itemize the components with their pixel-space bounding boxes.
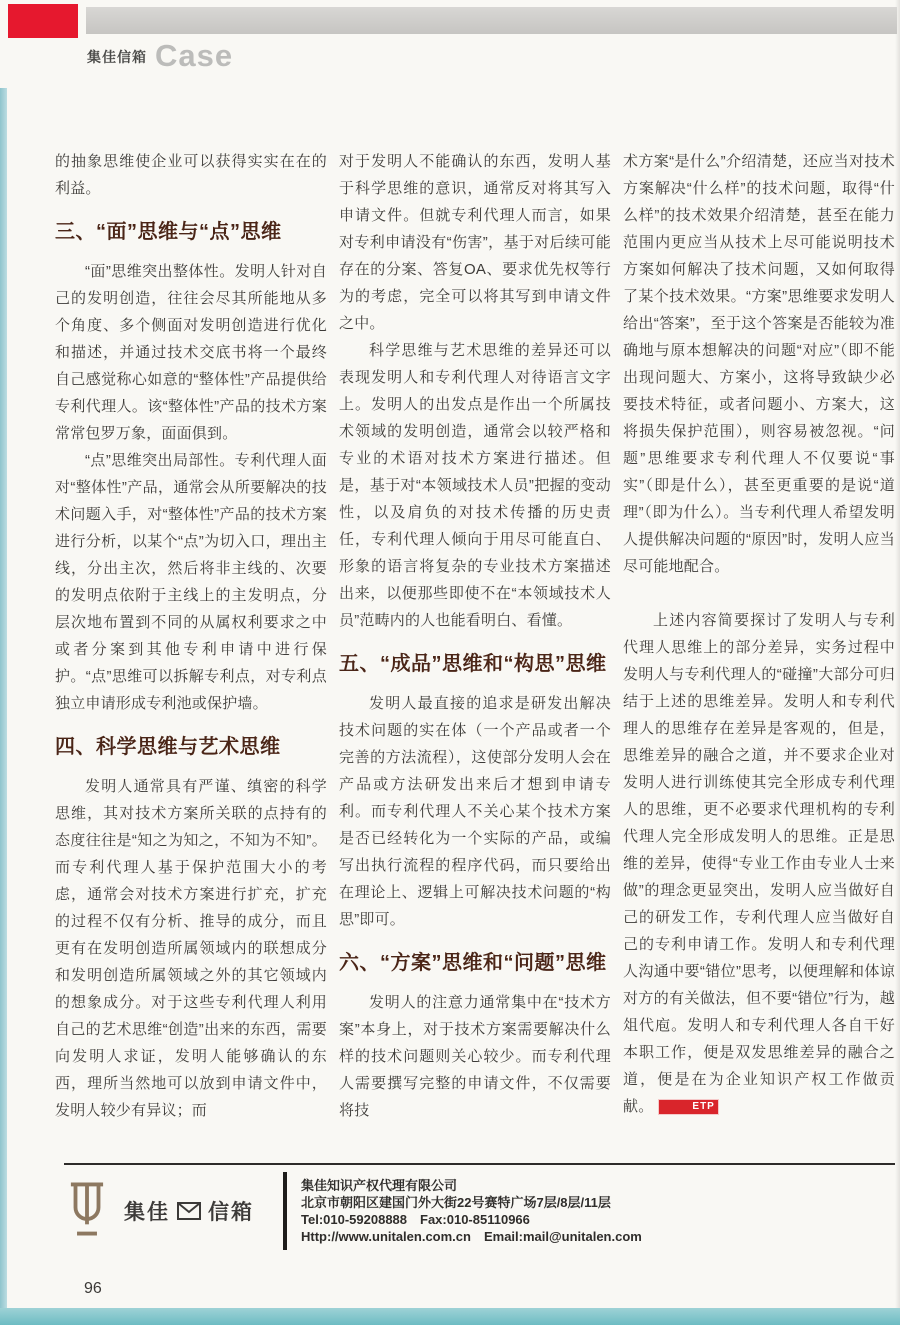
scan-edge-right [895,0,900,1308]
footer [64,1172,642,1250]
company-telfax: Tel:010-59208888 Fax:010-85110966 [301,1212,530,1227]
company-name: 集佳知识产权代理有限公司 [301,1178,458,1193]
section-title: Case [155,38,234,73]
header-gray-bar [86,7,897,34]
company-info [301,1177,642,1245]
article-column-3 [623,148,895,1124]
company-web-email: Http://www.unitalen.com.cn Email:mail@unitalen.com [301,1229,642,1244]
brand-label: 集佳信箱 [87,49,147,65]
section-heading: 五、“成品”思维和“构思”思维 [339,653,607,675]
paragraph: 上述内容简要探讨了发明人与专利代理人思维上的部分差异，实务过程中发明人与专利代理人的“碰撞”大部分可归结于上述的思维差异。发明人和专利代理人的思维存在差异是客观的，但是，思维差异的融合之道，并不要求企业对发明人进行训练使其完全形成专利代理人的思维，更不必要求代理机构的专利代理人完全形成发明人的思维。正是思维的差异，使得“专业工作由专业人士来做”的理念更显突出，发明人应当做好自己的研发工作，专利代理人应当做好自己的专利申请工作。发明人和专利代理人沟通中要“错位”思考，以便理解和体谅对方的有关做法，但不要“错位”行为，越俎代庖。发明人和专利代理人各自干好本职工作，便是双发思维差异的融合之道，便是在为企业知识产权工作做贡献。 ETP [623,612,895,1115]
paragraph: “面”思维突出整体性。发明人针对自己的发明创造，往往会尽其所能地从多个角度、多个侧面对发明创造进行优化和描述，并通过技术交底书将一个最终自己感觉称心如意的“整体性”产品提供给专利代理人。该“整体性”产品的技术方案常常包罗万象，面面俱到。 [55,263,327,442]
section-heading: 四、科学思维与艺术思维 [55,736,281,758]
footer-logo-block [64,1179,279,1244]
end-of-article-badge: ETP [658,1099,718,1115]
paragraph: 术方案“是什么”介绍清楚，还应当对技术方案解决“什么样”的技术问题，取得“什么样”的技术效果介绍清楚，甚至在能力范围内更应当从技术上尽可能说明技术方案如何解决了技术问题，又如何取得了某个技术效果。“方案”思维要求发明人给出“答案”，至于这个答案是否能较为准确地与原本想解决的问题“对应”（即不能出现问题大、方案小，这将导致缺少必要技术特征，或者问题小、方案大，这将损失保护范围），则容易被忽视。“问题”思维要求专利代理人不仅要说“事实”（即是什么），甚至更重要的是说“道理”（即为什么）。当专利代理人希望发明人提供解决问题的“原因”时，发明人应当尽可能地配合。 [623,153,895,575]
paragraph: “点”思维突出局部性。专利代理人面对“整体性”产品，通常会从所要解决的技术问题入手，对“整体性”产品的技术方案进行分析，以某个“点”为切入口，理出主线，分出主次，然后将非主线的、次要的发明点依附于主线上的主发明点，分层次地布置到不同的从属权利要求之中或者分案到其他专利申请中进行保护。“点”思维可以拆解专利点，对专利点独立申请形成专利池或保护墙。 [55,452,327,712]
red-accent-block [8,4,78,38]
section-heading: 三、“面”思维与“点”思维 [55,221,282,243]
article-body [55,148,895,1124]
article-column-2 [339,148,611,1124]
scan-edge-bottom [0,1308,900,1325]
footer-logo-text [124,1196,254,1226]
unitalen-logo-icon [64,1179,110,1244]
envelope-icon [177,1202,201,1220]
scan-edge-left [0,88,7,1325]
paragraph: 的抽象思维使企业可以获得实实在在的利益。 [55,153,327,197]
section-heading: 六、“方案”思维和“问题”思维 [339,952,607,974]
article-column-1 [55,148,327,1124]
paragraph: 发明人通常具有严谨、缜密的科学思维，其对技术方案所关联的点持有的态度往往是“知之为知之，不知为不知”。而专利代理人基于保护范围大小的考虑，通常会对技术方案进行扩充，扩充的过程不仅有分析、推导的成分，而且更有在发明创造所属领域内的联想成分和发明创造所属领域之外的其它领域内的想象成分。对于这些专利代理人利用自己的艺术思维“创造”出来的东西，需要向发明人求证，发明人能够确认的东西，理所当然地可以放到申请文件中，发明人较少有异议；而 [55,778,327,1119]
paragraph: 对于发明人不能确认的东西，发明人基于科学思维的意识，通常反对将其写入申请文件。但就专利代理人而言，如果对专利申请没有“伤害”，基于对后续可能存在的分案、答复OA、要求优先权等行为的考虑，完全可以将其写到申请文件之中。 [339,153,611,332]
footer-logo-text-right: 信箱 [208,1201,254,1224]
company-address: 北京市朝阳区建国门外大街22号赛特广场7层/8层/11层 [301,1195,611,1210]
footer-vertical-bar [283,1172,287,1250]
footer-logo-text-left: 集佳 [124,1201,170,1224]
footer-divider-rule [64,1163,895,1165]
paragraph: 科学思维与艺术思维的差异还可以表现发明人和专利代理人对待语言文字上。发明人的出发点是作出一个所属技术领域的发明创造，通常会以较严格和专业的术语对技术方案进行描述。但是，基于对“本领域技术人员”把握的变动性，以及肩负的对技术传播的历史责任，专利代理人倾向于用尽可能直白、形象的语言将复杂的专业技术方案描述出来，以便那些即使不在“本领域技术人员”范畴内的人也能看明白、看懂。 [339,342,611,629]
page-number: 96 [84,1280,102,1297]
paragraph: 发明人的注意力通常集中在“技术方案”本身上，对于技术方案需要解决什么样的技术问题则关心较少。而专利代理人需要撰写完整的申请文件，不仅需要将技 [339,994,611,1119]
paragraph: 发明人最直接的追求是研发出解决技术问题的实在体（一个产品或者一个完善的方法流程），这使部分发明人会在产品或方法研发出来后才想到申请专利。而专利代理人不关心某个技术方案是否已经转化为一个实际的产品，或编写出执行流程的程序代码，而只要给出在理论上、逻辑上可解决技术问题的“构思”即可。 [339,695,611,928]
masthead [87,40,233,71]
